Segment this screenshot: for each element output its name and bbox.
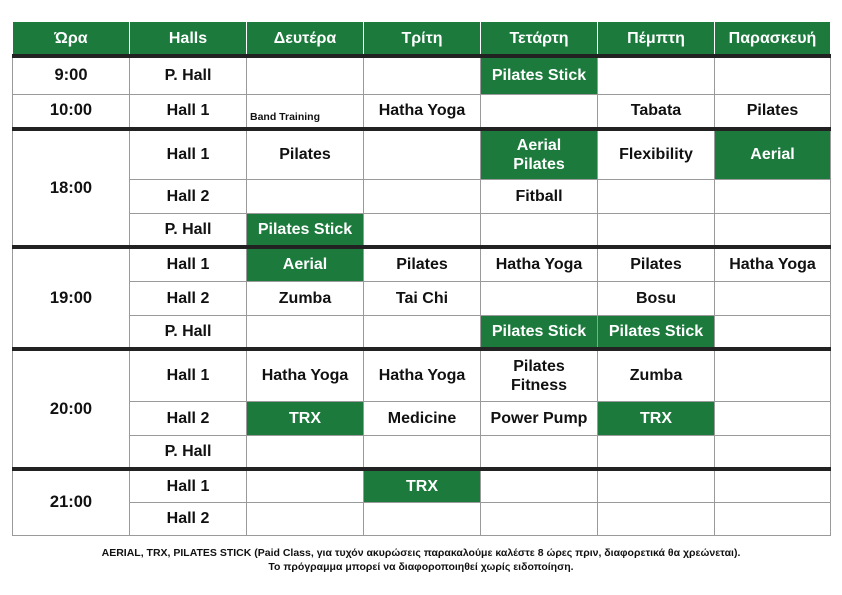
class-cell: Fitball — [481, 179, 598, 213]
footnote-paid-class: AERIAL, TRX, PILATES STICK (Paid Class, για τυχόν ακυρώσεις παρακαλούμε καλέστε 8 ώρες πριν, διαφορετικά θα χρεώνεται). — [101, 547, 741, 559]
class-cell — [481, 349, 598, 401]
class-cell — [247, 435, 364, 469]
footnote-schedule-change: Το πρόγραμμα μπορεί να διαφοροποιηθεί χωρίς ειδοποίηση. — [268, 561, 574, 573]
split-class-bottom-label: Aerial — [321, 95, 355, 110]
header-tuesday: Τρίτη — [364, 22, 481, 57]
time-cell: 21:00 — [13, 469, 130, 535]
table-row — [13, 401, 831, 435]
class-cell: Pilates — [247, 129, 364, 179]
hall-cell: Hall 1 — [130, 469, 247, 502]
table-row — [13, 435, 831, 469]
class-cell — [715, 435, 831, 469]
class-cell: Hatha Yoga — [715, 247, 831, 281]
class-cell — [364, 129, 481, 179]
table-row — [13, 469, 831, 502]
class-cell — [598, 56, 715, 94]
class-cell — [481, 129, 598, 179]
class-cell — [247, 315, 364, 349]
class-cell — [247, 179, 364, 213]
class-cell: TRX — [247, 401, 364, 435]
hall-cell: P. Hall — [130, 435, 247, 469]
class-cell: Power Pump — [481, 401, 598, 435]
class-cell: Hatha Yoga — [364, 94, 481, 129]
header-thursday: Πέμπτη — [598, 22, 715, 57]
class-cell: Pilates Stick — [481, 315, 598, 349]
table-row — [13, 349, 831, 401]
hall-cell: Hall 2 — [130, 401, 247, 435]
class-cell — [364, 435, 481, 469]
header-wednesday: Τετάρτη — [481, 22, 598, 57]
class-cell — [715, 349, 831, 401]
hall-cell: P. Hall — [130, 315, 247, 349]
class-cell — [598, 502, 715, 535]
class-cell — [481, 213, 598, 247]
hall-cell: Hall 1 — [130, 94, 247, 129]
table-row — [13, 502, 831, 535]
class-cell — [364, 315, 481, 349]
time-cell: 19:00 — [13, 247, 130, 349]
split-class-top-label: Band Training — [250, 110, 321, 123]
class-cell: Hatha Yoga — [481, 247, 598, 281]
header-time: Ώρα — [13, 22, 130, 57]
class-cell — [715, 469, 831, 502]
class-cell: Pilates Stick — [598, 315, 715, 349]
hall-cell: Hall 1 — [130, 247, 247, 281]
table-row — [13, 179, 831, 213]
class-cell: TRX — [598, 401, 715, 435]
table-row — [13, 281, 831, 315]
time-cell: 18:00 — [13, 129, 130, 247]
class-cell — [364, 213, 481, 247]
time-cell: 10:00 — [13, 94, 130, 129]
header-monday: Δευτέρα — [247, 22, 364, 57]
class-cell: Tai Chi — [364, 281, 481, 315]
class-cell: Flexibility — [598, 129, 715, 179]
hall-cell: Hall 2 — [130, 281, 247, 315]
hall-cell: Hall 1 — [130, 129, 247, 179]
class-cell — [247, 469, 364, 502]
class-cell — [598, 469, 715, 502]
class-cell — [598, 179, 715, 213]
class-cell: Medicine — [364, 401, 481, 435]
class-label: Pilates Fitness — [510, 357, 567, 394]
class-cell — [715, 502, 831, 535]
table-row — [13, 94, 831, 129]
hall-cell: P. Hall — [130, 213, 247, 247]
class-cell: Pilates — [715, 94, 831, 129]
class-cell — [715, 315, 831, 349]
table-row — [13, 129, 831, 179]
class-cell — [481, 502, 598, 535]
header-row — [13, 22, 831, 57]
class-cell — [481, 435, 598, 469]
class-cell — [364, 179, 481, 213]
class-cell — [715, 56, 831, 94]
class-cell — [481, 94, 598, 129]
class-cell — [715, 179, 831, 213]
time-cell: 20:00 — [13, 349, 130, 469]
class-cell: Pilates Stick — [481, 56, 598, 94]
class-cell — [715, 281, 831, 315]
split-class-cell — [247, 94, 364, 129]
class-cell: Aerial — [715, 129, 831, 179]
class-cell — [715, 401, 831, 435]
table-row — [13, 315, 831, 349]
schedule-table — [12, 21, 831, 536]
class-cell: Pilates — [598, 247, 715, 281]
class-cell: Hatha Yoga — [247, 349, 364, 401]
class-cell: TRX — [364, 469, 481, 502]
class-cell — [481, 281, 598, 315]
header-halls: Halls — [130, 22, 247, 57]
class-cell — [247, 502, 364, 535]
header-friday: Παρασκευή — [715, 22, 831, 57]
table-row — [13, 213, 831, 247]
class-cell: Hatha Yoga — [364, 349, 481, 401]
class-cell: Pilates Stick — [247, 213, 364, 247]
class-cell — [364, 56, 481, 94]
class-cell — [481, 469, 598, 502]
class-cell: Bosu — [598, 281, 715, 315]
class-cell: Pilates — [364, 247, 481, 281]
table-row — [13, 247, 831, 281]
hall-cell: P. Hall — [130, 56, 247, 94]
hall-cell: Hall 2 — [130, 502, 247, 535]
class-cell — [598, 435, 715, 469]
hall-cell: Hall 1 — [130, 349, 247, 401]
class-cell — [364, 502, 481, 535]
class-cell — [598, 213, 715, 247]
class-cell: Aerial — [247, 247, 364, 281]
class-cell — [715, 213, 831, 247]
class-cell — [247, 56, 364, 94]
class-label: Aerial Pilates — [513, 136, 565, 173]
class-cell: Zumba — [598, 349, 715, 401]
hall-cell: Hall 2 — [130, 179, 247, 213]
table-row — [13, 56, 831, 94]
time-cell: 9:00 — [13, 56, 130, 94]
class-cell: Tabata — [598, 94, 715, 129]
class-cell: Zumba — [247, 281, 364, 315]
